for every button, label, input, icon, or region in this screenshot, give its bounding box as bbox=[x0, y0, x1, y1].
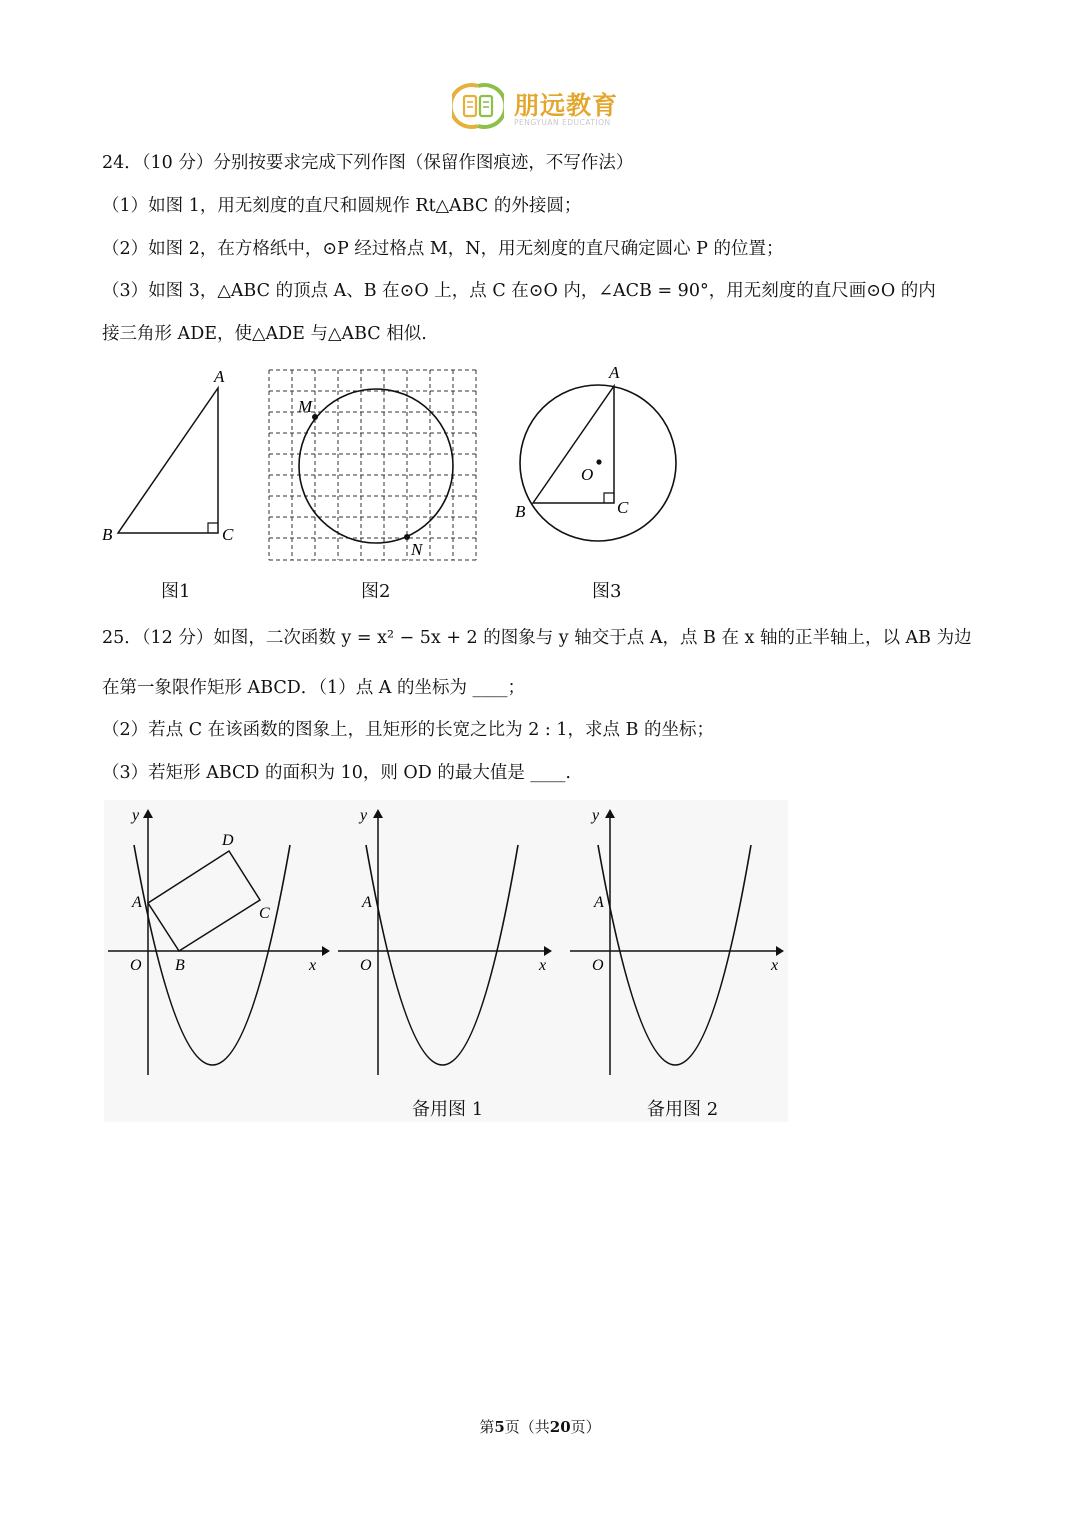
graph-spare-2 bbox=[566, 800, 788, 1090]
spare-graph-1-caption: 备用图 1 bbox=[412, 1099, 484, 1120]
point-n bbox=[404, 534, 410, 540]
label-o: O bbox=[130, 957, 142, 974]
right-angle-mark bbox=[208, 523, 218, 533]
label-y: y bbox=[592, 807, 600, 824]
triangle-abc bbox=[533, 386, 614, 503]
rectangle-abcd bbox=[148, 851, 260, 951]
label-a: A bbox=[362, 894, 372, 911]
q25-part3: （3）若矩形 ABCD 的面积为 10，则 OD 的最大值是 ____. bbox=[102, 763, 571, 783]
triangle-abc bbox=[118, 388, 218, 533]
label-c: C bbox=[617, 498, 629, 517]
right-angle-mark bbox=[604, 493, 614, 503]
logo-subtitle: PENGYUAN EDUCATION bbox=[514, 118, 611, 127]
q25-part2: （2）若点 C 在该函数的图象上，且矩形的长宽之比为 2 : 1，求点 B 的坐标； bbox=[102, 720, 714, 740]
label-a: A bbox=[132, 894, 142, 911]
q24-part1: （1）如图 1，用无刻度的直尺和圆规作 Rt△ABC 的外接圆； bbox=[102, 196, 582, 216]
label-n: N bbox=[411, 540, 423, 559]
center-o bbox=[596, 459, 601, 464]
y-axis-arrow bbox=[373, 809, 383, 818]
q24-stem: 24．（10 分）分别按要求完成下列作图（保留作图痕迹，不写作法） bbox=[102, 153, 634, 173]
label-m: M bbox=[298, 397, 313, 416]
footer-prefix: 第 bbox=[479, 1418, 495, 1436]
figure-2-caption: 图2 bbox=[361, 581, 391, 602]
label-x: x bbox=[309, 957, 317, 974]
spare-graph-2-caption: 备用图 2 bbox=[647, 1099, 719, 1120]
page-footer bbox=[0, 1416, 1080, 1437]
footer-suffix: 页） bbox=[570, 1418, 601, 1436]
label-o: O bbox=[360, 957, 372, 974]
label-b: B bbox=[175, 957, 185, 974]
label-c: C bbox=[259, 905, 270, 922]
label-y: y bbox=[360, 807, 368, 824]
label-b: B bbox=[515, 502, 526, 521]
x-axis-arrow bbox=[322, 946, 330, 956]
label-b: B bbox=[102, 525, 113, 544]
figure-1-triangle bbox=[98, 362, 248, 552]
point-m bbox=[312, 414, 318, 420]
q24-part3b: 接三角形 ADE，使△ADE 与△ABC 相似. bbox=[102, 324, 427, 344]
y-axis-arrow bbox=[143, 809, 153, 818]
label-a: A bbox=[214, 367, 225, 386]
label-o: O bbox=[581, 465, 594, 484]
q24-part3a: （3）如图 3，△ABC 的顶点 A、B 在⊙O 上，点 C 在⊙O 内，∠ACB = 90°，用无刻度的直尺画⊙O 的内 bbox=[102, 281, 936, 301]
footer-mid: 页（共 bbox=[504, 1418, 550, 1436]
q24-part2: （2）如图 2，在方格纸中，⊙P 经过格点 M，N，用无刻度的直尺确定圆心 P 的位置； bbox=[102, 239, 784, 259]
book-logo-icon bbox=[452, 82, 504, 130]
label-c: C bbox=[222, 525, 234, 544]
logo-name: 朋远教育 bbox=[514, 91, 619, 120]
graph-main bbox=[104, 800, 334, 1090]
figure-3-circle-triangle bbox=[505, 360, 685, 550]
label-y: y bbox=[132, 807, 140, 824]
parabola bbox=[134, 845, 290, 1065]
parabola bbox=[366, 845, 518, 1065]
figure-2-grid-circle bbox=[262, 364, 484, 568]
label-a: A bbox=[594, 894, 604, 911]
figure-3-caption: 图3 bbox=[592, 581, 622, 602]
x-axis-arrow bbox=[544, 946, 552, 956]
label-d: D bbox=[222, 832, 234, 849]
label-a: A bbox=[609, 363, 620, 382]
label-o: O bbox=[592, 957, 604, 974]
footer-page-number: 5 bbox=[494, 1418, 505, 1436]
footer-total-pages: 20 bbox=[549, 1418, 571, 1436]
logo bbox=[452, 80, 642, 132]
y-axis-arrow bbox=[605, 809, 615, 818]
label-x: x bbox=[539, 957, 547, 974]
figure-1-caption: 图1 bbox=[161, 581, 191, 602]
parabola bbox=[598, 845, 751, 1065]
label-x: x bbox=[771, 957, 779, 974]
x-axis-arrow bbox=[776, 946, 784, 956]
q25-stem: 25．（12 分）如图，二次函数 y = x² − 5x + 2 的图象与 y 轴交于点 A，点 B 在 x 轴的正半轴上，以 AB 为边 bbox=[102, 628, 972, 648]
graph-spare-1 bbox=[334, 800, 560, 1090]
q25-part1: 在第一象限作矩形 ABCD．（1）点 A 的坐标为 ____； bbox=[102, 678, 526, 698]
